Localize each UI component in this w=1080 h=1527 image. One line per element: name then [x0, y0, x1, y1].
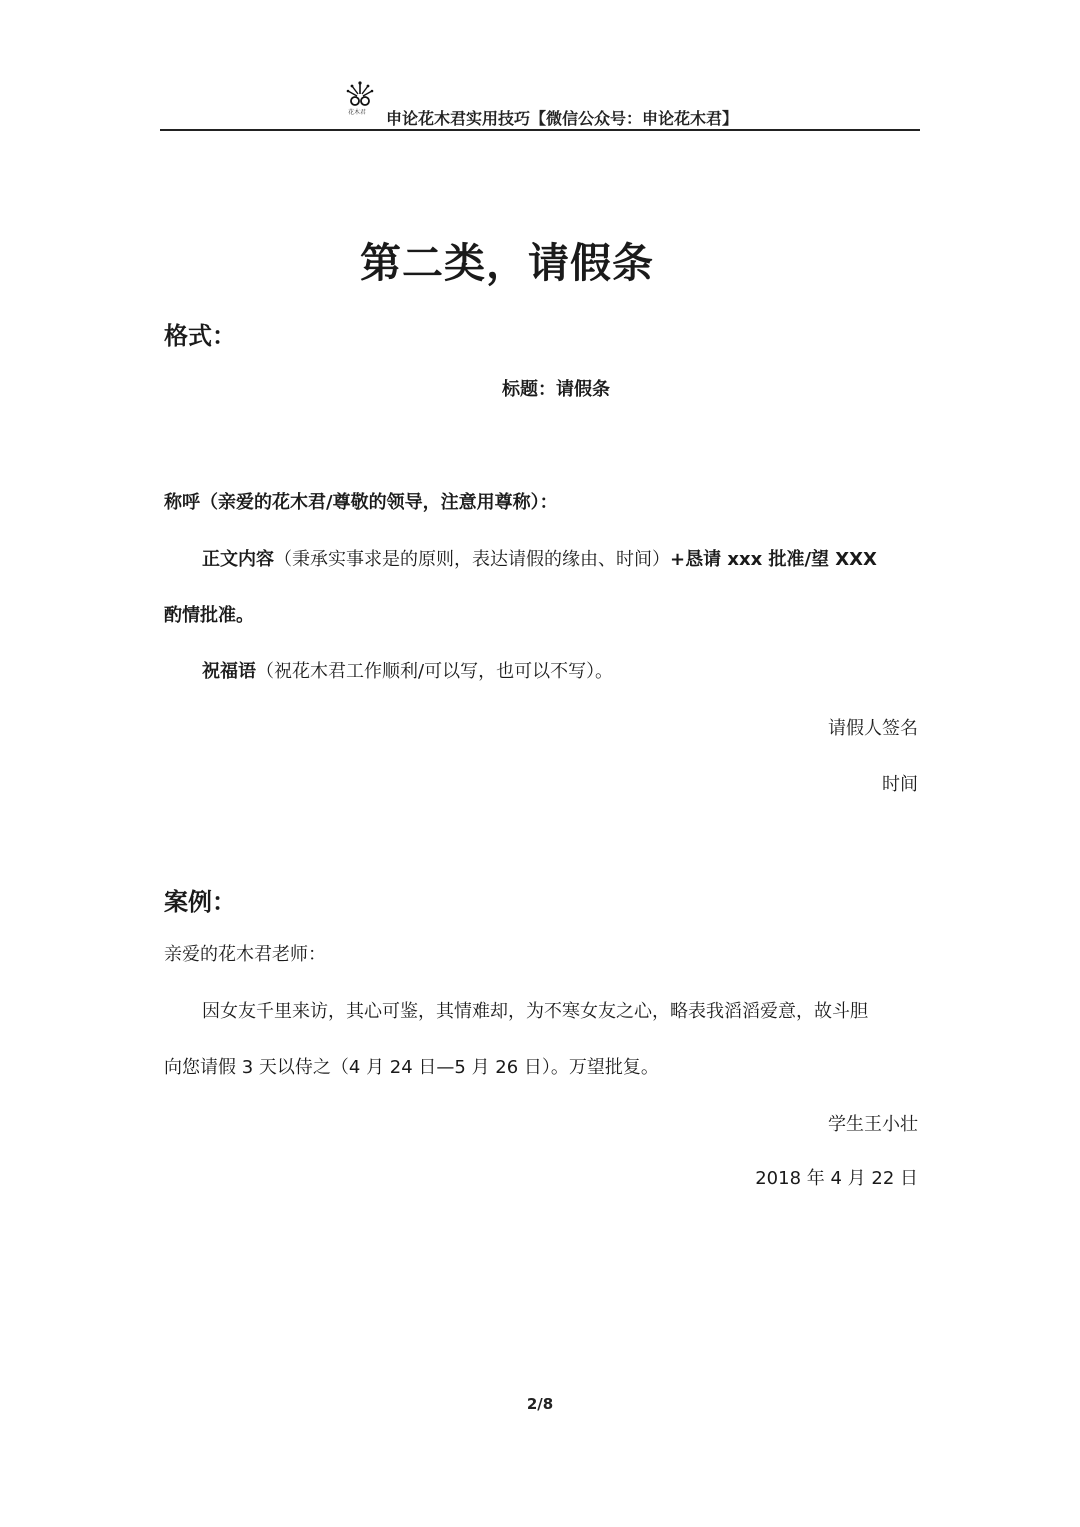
body-request: +恳请 xxx 批准/望 XXX: [670, 549, 877, 570]
format-title-label: 标题：请假条: [502, 379, 610, 400]
example-date: 2018 年 4 月 22 日: [755, 1168, 918, 1189]
body-note: （秉承实事求是的原则，表达请假的缘由、时间）: [274, 549, 670, 570]
header-divider: [160, 129, 920, 131]
format-body-line: [202, 545, 877, 571]
example-signature: 学生王小壮: [828, 1114, 918, 1135]
format-salutation: 称呼（亲爱的花木君/尊敬的领导，注意用尊称）：: [164, 492, 558, 513]
format-blessing-line: [202, 657, 613, 683]
example-heading: 案例：: [164, 888, 236, 916]
body-request-continued: 酌情批准。: [164, 605, 254, 626]
page-number: 2/8: [526, 1395, 554, 1413]
format-heading: 格式：: [164, 322, 236, 350]
blessing-label: 祝福语: [202, 661, 256, 682]
logo-caption: 花木君: [348, 109, 367, 116]
example-body-line-2: 向您请假 3 天以侍之（4 月 24 日—5 月 26 日）。万望批复。: [164, 1057, 659, 1078]
page-title: 第二类，请假条: [360, 239, 654, 287]
format-signature: 请假人签名: [828, 718, 918, 739]
header-text: 申论花木君实用技巧【微信公众号：申论花木君】: [386, 109, 739, 128]
blessing-note: （祝花木君工作顺利/可以写，也可以不写）。: [256, 661, 614, 682]
example-salutation: 亲爱的花木君老师：: [164, 944, 326, 965]
example-body-line-1: 因女友千里来访，其心可鉴，其情难却，为不寒女友之心，略表我滔滔爱意，故斗胆: [202, 1001, 868, 1022]
format-time: 时间: [882, 774, 918, 795]
body-label: 正文内容: [202, 549, 274, 570]
